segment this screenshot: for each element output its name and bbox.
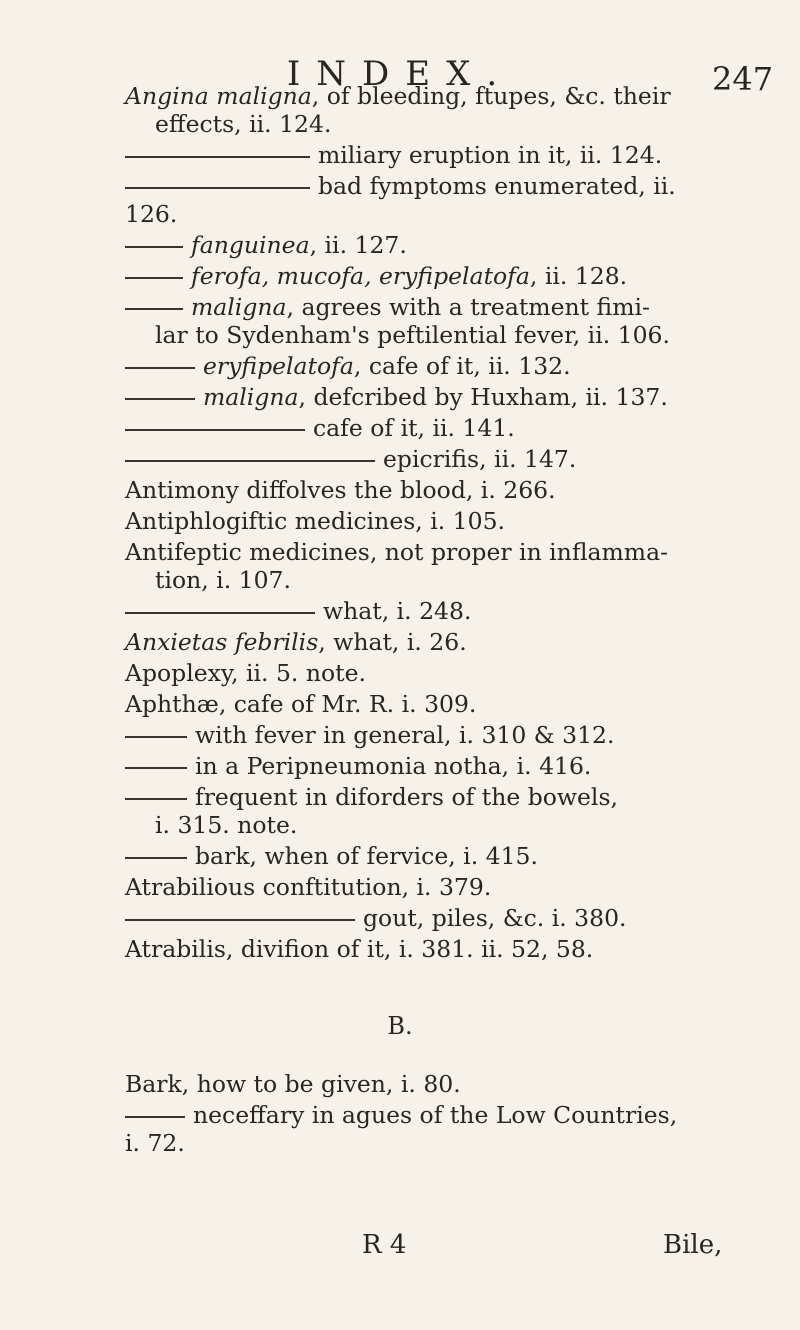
entry-text: , ii. 128. [529,262,628,290]
entry-text: , agrees with a treatment fimi- [286,293,650,321]
entry-term: ferofa, mucofa, eryfipelatofa [191,262,530,290]
entry-text: , defcribed by Huxham, ii. 137. [298,383,668,411]
index-entry [125,597,715,625]
entry-text: Antiphlogiftic medicines, i. 105. [125,507,506,535]
entry-text: miliary eruption in it, ii. 124. [318,141,663,169]
entry-text: bark, when of fervice, i. 415. [195,842,538,870]
ditto-dash [125,308,183,310]
entry-text: , what, i. 26. [318,628,467,656]
index-entry [125,414,715,442]
ditto-dash [125,277,183,279]
index-entry [125,752,715,780]
entry-text: with fever in general, i. 310 & 312. [195,721,615,749]
ditto-dash [125,460,375,462]
ditto-dash [125,1116,185,1118]
index-entry [125,476,715,504]
index-entry [125,904,715,932]
index-entries-b [125,1070,715,1160]
entry-text: Antimony diffolves the blood, i. 266. [125,476,556,504]
entry-text: Apoplexy, ii. 5. note. [125,659,366,687]
index-entry [125,1101,715,1157]
entry-text: what, i. 248. [323,597,472,625]
entry-text: gout, piles, &c. i. 380. [363,904,627,932]
ditto-dash [125,767,187,769]
ditto-dash [125,857,187,859]
ditto-dash [125,429,305,431]
index-entry [125,783,715,839]
ditto-dash [125,612,315,614]
index-entry [125,842,715,870]
running-title: INDEX. [286,54,514,94]
entry-text: Atrabilis, divifion of it, i. 381. ii. 52, 58. [125,935,594,963]
entry-term: eryfipelatofa [203,352,354,380]
entry-text: Antifeptic medicines, not proper in inflamma- [125,538,669,566]
entry-text: Bark, how to be given, i. 80. [125,1070,461,1098]
index-entry [125,721,715,749]
catchword: Bile, [663,1230,723,1260]
ditto-dash [125,919,355,921]
ditto-dash [125,367,195,369]
index-entry [125,628,715,656]
index-entries-a [125,82,715,966]
index-entry [125,293,715,349]
section-heading-b: B. [387,1012,413,1040]
index-entry [125,231,715,259]
index-entry [125,172,715,228]
page-number: 247 [712,60,774,98]
ditto-dash [125,187,310,189]
ditto-dash [125,736,187,738]
ditto-dash [125,398,195,400]
index-entry [125,507,715,535]
entry-continuation: tion, i. 107. [155,566,291,594]
ditto-dash [125,798,187,800]
entry-text: in a Peripneumonia notha, i. 416. [195,752,592,780]
entry-text: Aphthæ, cafe of Mr. R. i. 309. [125,690,477,718]
entry-continuation: lar to Sydenham's peftilential fever, ii. 106. [155,321,670,349]
entry-continuation: i. 315. note. [155,811,298,839]
index-entry [125,383,715,411]
entry-term: Anxietas febrilis [125,628,319,656]
entry-text: frequent in diforders of the bowels, [195,783,618,811]
entry-text: bad fymptoms enumerated, ii. [318,172,676,200]
entry-term: maligna [203,383,299,411]
entry-text: neceffary in agues of the Low Countries, [193,1101,678,1129]
entry-text: , of bleeding, ftupes, &c. their [311,82,671,110]
entry-term: fanguinea [191,231,310,259]
index-entry [125,82,715,138]
entry-term: Angina maligna [125,82,312,110]
entry-term: maligna [191,293,287,321]
index-entry [125,659,715,687]
index-entry [125,690,715,718]
entry-text: Atrabilious conftitution, i. 379. [125,873,492,901]
entry-continuation: effects, ii. 124. [155,110,332,138]
entry-text: epicrifis, ii. 147. [383,445,577,473]
entry-text: , cafe of it, ii. 132. [353,352,571,380]
index-entry [125,262,715,290]
index-entry [125,873,715,901]
index-entry [125,1070,715,1098]
index-entry [125,935,715,963]
entry-continuation: 126. [125,200,178,228]
entry-continuation: i. 72. [125,1129,185,1157]
index-entry [125,352,715,380]
signature-mark: R 4 [362,1230,407,1260]
ditto-dash [125,156,310,158]
entry-text: , ii. 127. [309,231,407,259]
entry-text: cafe of it, ii. 141. [313,414,515,442]
index-entry [125,141,715,169]
index-entry [125,538,715,594]
index-entry [125,445,715,473]
ditto-dash [125,246,183,248]
